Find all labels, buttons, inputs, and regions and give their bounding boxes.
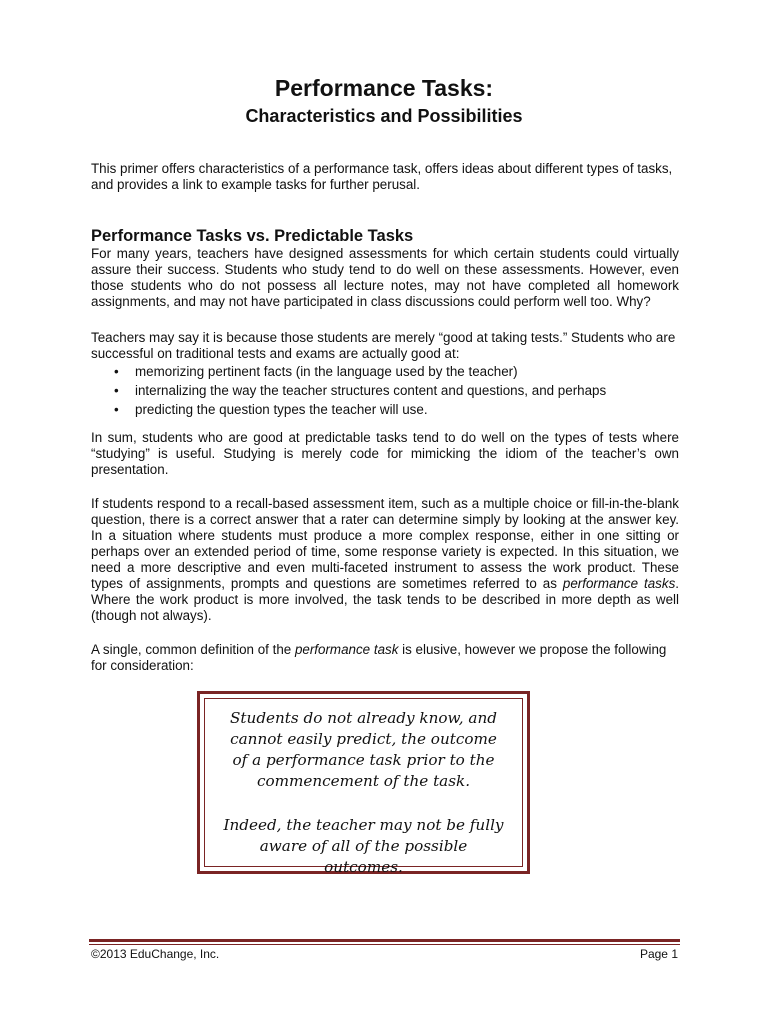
- list-item: [91, 381, 679, 400]
- paragraph-3: In sum, students who are good at predictable tasks tend to do well on the types of tests where “studying” is useful. Studying is merely code for mimicking the idiom of the teacher’s own presentation.: [91, 430, 679, 477]
- callout-definition: Students do not already know, and cannot easily predict, the outcome of a performance task prior to the commencement of the task.: [230, 709, 497, 790]
- bullet-icon: •: [114, 364, 119, 379]
- intro-paragraph: This primer offers characteristics of a performance task, offers ideas about different types of tasks, and provides a link to example tasks for further perusal.: [91, 161, 673, 192]
- paragraph-1: For many years, teachers have designed assessments for which certain students could virtually assure their success. Students who study tend to do well on these assessments. However, even those students who do not possess all lecture notes, may not have completed all homework assignments, and may not have participated in class discussions could perform well too. Why?: [91, 246, 679, 309]
- footer-page-number: Page 1: [639, 947, 678, 961]
- paragraph-5-text-a: A single, common definition of the: [91, 642, 295, 657]
- list-item: [91, 362, 679, 381]
- bullet-text: predicting the question types the teacher will use.: [135, 402, 428, 417]
- paragraph-5-text-b: is elusive, however we propose the following for consideration:: [91, 642, 667, 673]
- paragraph-2: Teachers may say it is because those students are merely “good at taking tests.” Students who are successful on traditional tests and exams are actually good at:: [91, 330, 676, 361]
- paragraph-5-emphasis: performance task: [294, 642, 399, 657]
- footer-copyright: ©2013 EduChange, Inc.: [91, 947, 220, 961]
- definition-callout-box: [197, 691, 530, 874]
- paragraph-4: [91, 496, 679, 624]
- bullet-list: [91, 362, 679, 419]
- paragraph-4-text-a: If students respond to a recall-based assessment item, such as a multiple choice or fill-in-the-blank question, there is a correct answer that a rater can determine simply by looking at the answer key. In a situation where students must produce a more complex response, either in one sitting or perhaps over an extended period of time, some response variety is expected. In this situation, we need a more descriptive and even multi-faceted instrument to assess the work product. These types of assignments, prompts and questions are sometimes referred to as: [91, 496, 679, 591]
- bullet-text: internalizing the way the teacher structures content and questions, and perhaps: [135, 383, 607, 398]
- section-heading: Performance Tasks vs. Predictable Tasks: [91, 227, 414, 245]
- page-subtitle: Characteristics and Possibilities: [245, 106, 523, 126]
- callout-note: Indeed, the teacher may not be fully aware of all of the possible outcomes.: [223, 816, 504, 876]
- bullet-icon: •: [114, 402, 119, 417]
- bullet-text: memorizing pertinent facts (in the language used by the teacher): [135, 364, 518, 379]
- footer-divider-thin: [89, 944, 680, 945]
- paragraph-4-text-b: . Where the work product is more involved, the task tends to be described in more depth as well (though not always).: [91, 576, 680, 623]
- page-title: Performance Tasks:: [274, 75, 494, 101]
- list-item: [91, 400, 679, 419]
- footer-divider: [89, 939, 680, 942]
- paragraph-4-emphasis: performance tasks: [562, 576, 676, 591]
- paragraph-5: [91, 642, 679, 674]
- bullet-icon: •: [114, 383, 119, 398]
